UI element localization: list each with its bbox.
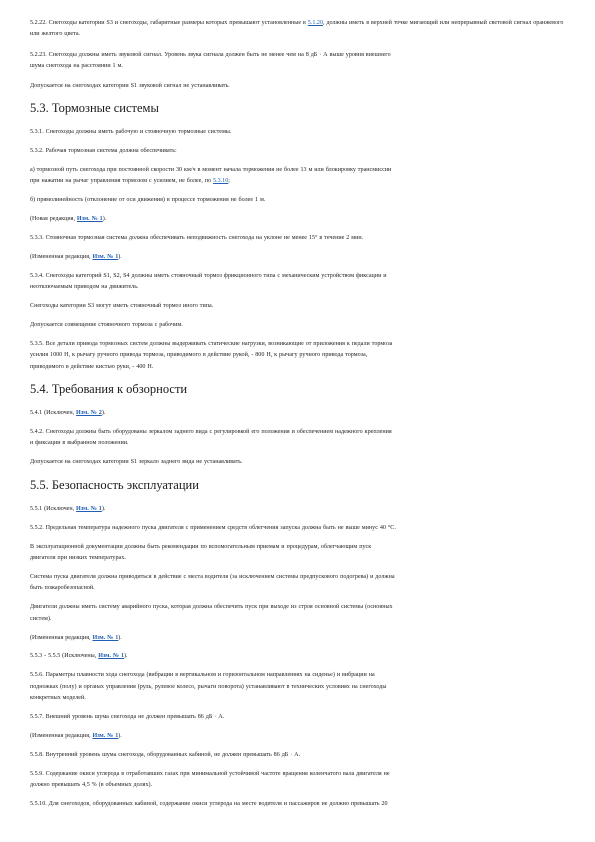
link-amendment-1[interactable]: Изм. № 1 bbox=[92, 253, 119, 260]
link-amendment-1[interactable]: Изм. № 1 bbox=[98, 653, 124, 660]
clause-5-5-8: 5.5.8. Внутренний уровень шума снегохода, оборудованных кабиной, не должен превышать 86 дБ · А. bbox=[30, 751, 301, 758]
link-amendment-1[interactable]: Изм. № 1 bbox=[92, 732, 119, 739]
clause-5-2-23: 5.2.23. Снегоходы должны иметь звуковой сигнал. Уровень звука сигнала должен быть не менее чем на 8 дБ · А выше уровня внешнего шума снегохода на расстоянии 1 м. bbox=[30, 51, 391, 70]
heading-5-5: 5.5. Безопасность эксплуатации bbox=[30, 477, 199, 492]
clause-5-5-1: 5.5.1 (Исключен, Изм. № 1). bbox=[30, 505, 106, 512]
clause-5-5-3-5-5-5: 5.5.3 - 5.5.5 (Исключены, Изм. № 1). bbox=[30, 653, 128, 660]
note-s3-brake: Снегоходы категории S3 могут иметь стояночный тормоз иного типа. bbox=[30, 303, 214, 310]
link-amendment-1[interactable]: Изм. № 1 bbox=[92, 634, 119, 641]
clause-5-5-2: 5.5.2. Предельная температура надежного пуска двигателя с применением средств облегчения запуска должна быть не выше минус 40 °С. bbox=[30, 524, 396, 531]
clause-5-5-2-emergency-start: Двигатели должны иметь систему аварийного пуска, которая должна обеспечить пуск при выходе из строя основной системы (основных систем). bbox=[30, 604, 393, 622]
clause-5-5-6: 5.5.6. Параметры плавности хода снегохода (вибрации в вертикальном и горизонтальном направлениях на сиденье) и вибрации на подножках (полу) и органах управления (руль, рулевое колесо, рычаги поворота) устанавливают в технических условиях на снегоходы конкретных моделей. bbox=[30, 672, 387, 702]
clause-5-3-1: 5.3.1. Снегоходы должны иметь рабочую и стояночную тормозные системы. bbox=[30, 129, 232, 136]
clause-5-3-2-a: а) тормозной путь снегохода при постоянной скорости 30 км/ч в момент начала торможения не более 13 м или блокировку трансмиссии при нажатии на рычаг управления тормозом с усилием, не более, по 5.3.10; bbox=[30, 166, 392, 185]
clause-5-3-4: 5.3.4. Снегоходы категорий S1, S2, S4 должны иметь стояночный тормоз фрикционного типа с механическим устройством фиксации и неотключаемым приводом на движитель. bbox=[30, 272, 387, 291]
link-amendment-1[interactable]: Изм. № 1 bbox=[76, 216, 103, 223]
heading-5-4: 5.4. Требования к обзорности bbox=[30, 382, 188, 397]
clause-5-5-9: 5.5.9. Содержание окиси углерода в отработавших газах при минимальной устойчивой частоте вращения коленчатого вала двигателя не должно превышать 4,5 % (в объемных долях). bbox=[30, 770, 390, 789]
clause-5-4-2: 5.4.2. Снегоходы должны быть оборудованы зеркалом заднего вида с регулировкой его положения и обеспечением надежного крепления и фиксации в выбранном положении. bbox=[30, 429, 392, 447]
link-amendment-2[interactable]: Изм. № 2 bbox=[76, 410, 102, 417]
heading-5-3: 5.3. Тормозные системы bbox=[30, 101, 159, 116]
edition-note: (Измененная редакция, Изм. № 1). bbox=[30, 634, 122, 641]
clause-5-5-2-documentation: В эксплуатационной документации должны быть рекомендации по вспомогательным приемам и процедурам, облегчающим пуск двигателя при низких температурах. bbox=[30, 543, 372, 561]
note-s1-mirror: Допускается на снегоходах категории S1 зеркало заднего вида не устанавливать. bbox=[30, 459, 243, 466]
clause-5-5-2-start-system: Система пуска двигателя должна приводиться в действие с места водителя (за исключением системы предпускового подогрева) и должна быть пожаробезопасной. bbox=[30, 573, 395, 592]
link-5-3-10[interactable]: 5.3.10 bbox=[213, 178, 229, 185]
clause-5-3-2-b: б) прямолинейность (отклонение от оси движения) в процессе торможения не более 1 м. bbox=[30, 197, 266, 204]
clause-5-3-5: 5.3.5. Все детали привода тормозных систем должны выдерживать статические нагрузки, возникающие от приложения к педали тормоза усилия 1000 Н, к рычагу ручного привода тормоза, приводимого в действие рукой, - 800 Н, к рычагу ручного привода тормоза, приводимого в действие кистью руки, - 400 Н. bbox=[30, 340, 393, 370]
clause-5-2-22: 5.2.22. Снегоходы категории S3 и снегоходы, габаритные размеры которых превышают установленные в 5.1.20, должны иметь в верхней точке мигающий или непрерывный световой сигнал оранжевого или желтого цвета. bbox=[30, 20, 564, 38]
clause-5-3-2: 5.3.2. Рабочая тормозная система должна обеспечивать: bbox=[30, 147, 177, 154]
note-s1-signal: Допускается на снегоходах категории S1 звуковой сигнал не устанавливать. bbox=[30, 82, 230, 89]
clause-5-4-1: 5.4.1 (Исключен, Изм. № 2). bbox=[30, 410, 106, 417]
document-page bbox=[30, 18, 568, 810]
edition-note: (Новая редакция, Изм. № 1). bbox=[30, 216, 107, 223]
edition-note: (Измененная редакция, Изм. № 1). bbox=[30, 732, 122, 739]
link-5-1-20[interactable]: 5.1.20 bbox=[307, 20, 323, 26]
clause-5-5-10: 5.5.10. Для снегоходов, оборудованных кабиной, содержание окиси углерода на месте водителя и пассажиров не должно превышать 20 bbox=[30, 801, 388, 808]
clause-5-3-3: 5.3.3. Стояночная тормозная система должна обеспечивать неподвижность снегохода на уклоне не менее 15° в течение 2 мин. bbox=[30, 234, 364, 241]
clause-5-5-7: 5.5.7. Внешний уровень шума снегохода не должен превышать 86 дБ · А. bbox=[30, 714, 225, 721]
link-amendment-1[interactable]: Изм. № 1 bbox=[76, 505, 102, 512]
edition-note: (Измененная редакция, Изм. № 1). bbox=[30, 253, 122, 260]
note-brake-combination: Допускается совмещение стояночного тормоза с рабочим. bbox=[30, 322, 183, 328]
